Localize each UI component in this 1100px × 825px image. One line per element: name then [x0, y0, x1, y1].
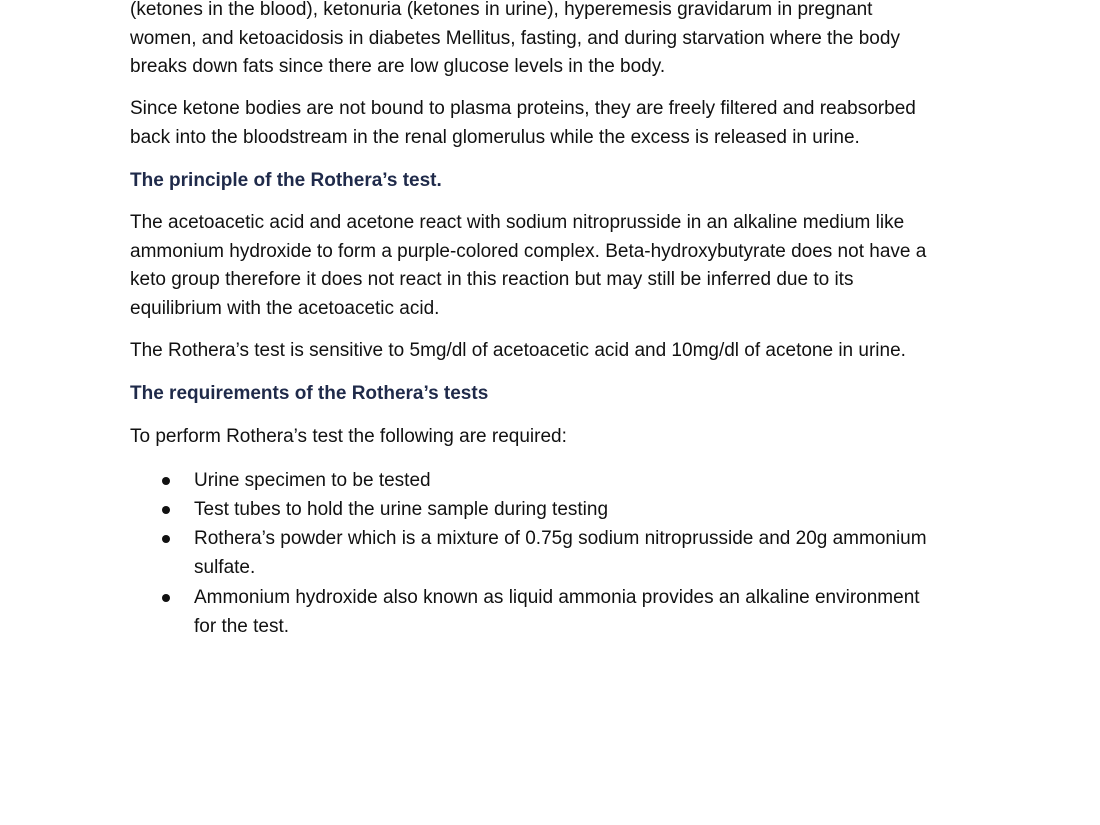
text-line: Urine specimen to be tested [194, 470, 431, 491]
text-line: ammonium hydroxide to form a purple-colored complex. Beta-hydroxybutyrate does not have a [130, 240, 927, 262]
list-item-text [194, 496, 608, 525]
text-line: (ketones in the blood), ketonuria (ketones in urine), hyperemesis gravidarum in pregnant [130, 0, 873, 20]
bullet-icon [162, 535, 170, 543]
bullet-icon [162, 477, 170, 485]
text-line: breaks down fats since there are low glucose levels in the body. [130, 56, 666, 77]
text-line: Test tubes to hold the urine sample during testing [194, 499, 609, 520]
text-line: Ammonium hydroxide also known as liquid ammonia provides an alkaline environment [194, 587, 920, 608]
paragraph-filtration [130, 95, 980, 152]
text-line: back into the bloodstream in the renal glomerulus while the excess is released in urine. [130, 126, 860, 148]
text-line: Since ketone bodies are not bound to plasma proteins, they are freely filtered and reabsorbed [130, 98, 916, 119]
text-line: sulfate. [194, 556, 256, 578]
bullet-icon [162, 594, 170, 602]
heading-requirements: The requirements of the Rothera’s tests [130, 383, 489, 404]
list-item-text [194, 525, 927, 582]
heading-principle: The principle of the Rothera’s test. [130, 170, 442, 191]
list-item-text [194, 467, 431, 496]
text-line: equilibrium with the acetoacetic acid. [130, 297, 440, 319]
paragraph-intro [130, 0, 980, 82]
text-line: for the test. [194, 615, 290, 637]
list-item-text [194, 584, 920, 641]
paragraph-sensitivity: The Rothera’s test is sensitive to 5mg/dl of acetoacetic acid and 10mg/dl of acetone in urine. [130, 340, 906, 361]
text-line: Rothera’s powder which is a mixture of 0.75g sodium nitroprusside and 20g ammonium [194, 528, 927, 549]
text-line: women, and ketoacidosis in diabetes Mellitus, fasting, and during starvation where the body [130, 27, 900, 49]
paragraph-requirements-intro: To perform Rothera’s test the following are required: [130, 426, 567, 447]
text-line: keto group therefore it does not react in this reaction but may still be inferred due to its [130, 269, 854, 290]
bullet-icon [162, 506, 170, 514]
text-line: The acetoacetic acid and acetone react with sodium nitroprusside in an alkaline medium like [130, 212, 905, 233]
paragraph-principle [130, 209, 980, 323]
